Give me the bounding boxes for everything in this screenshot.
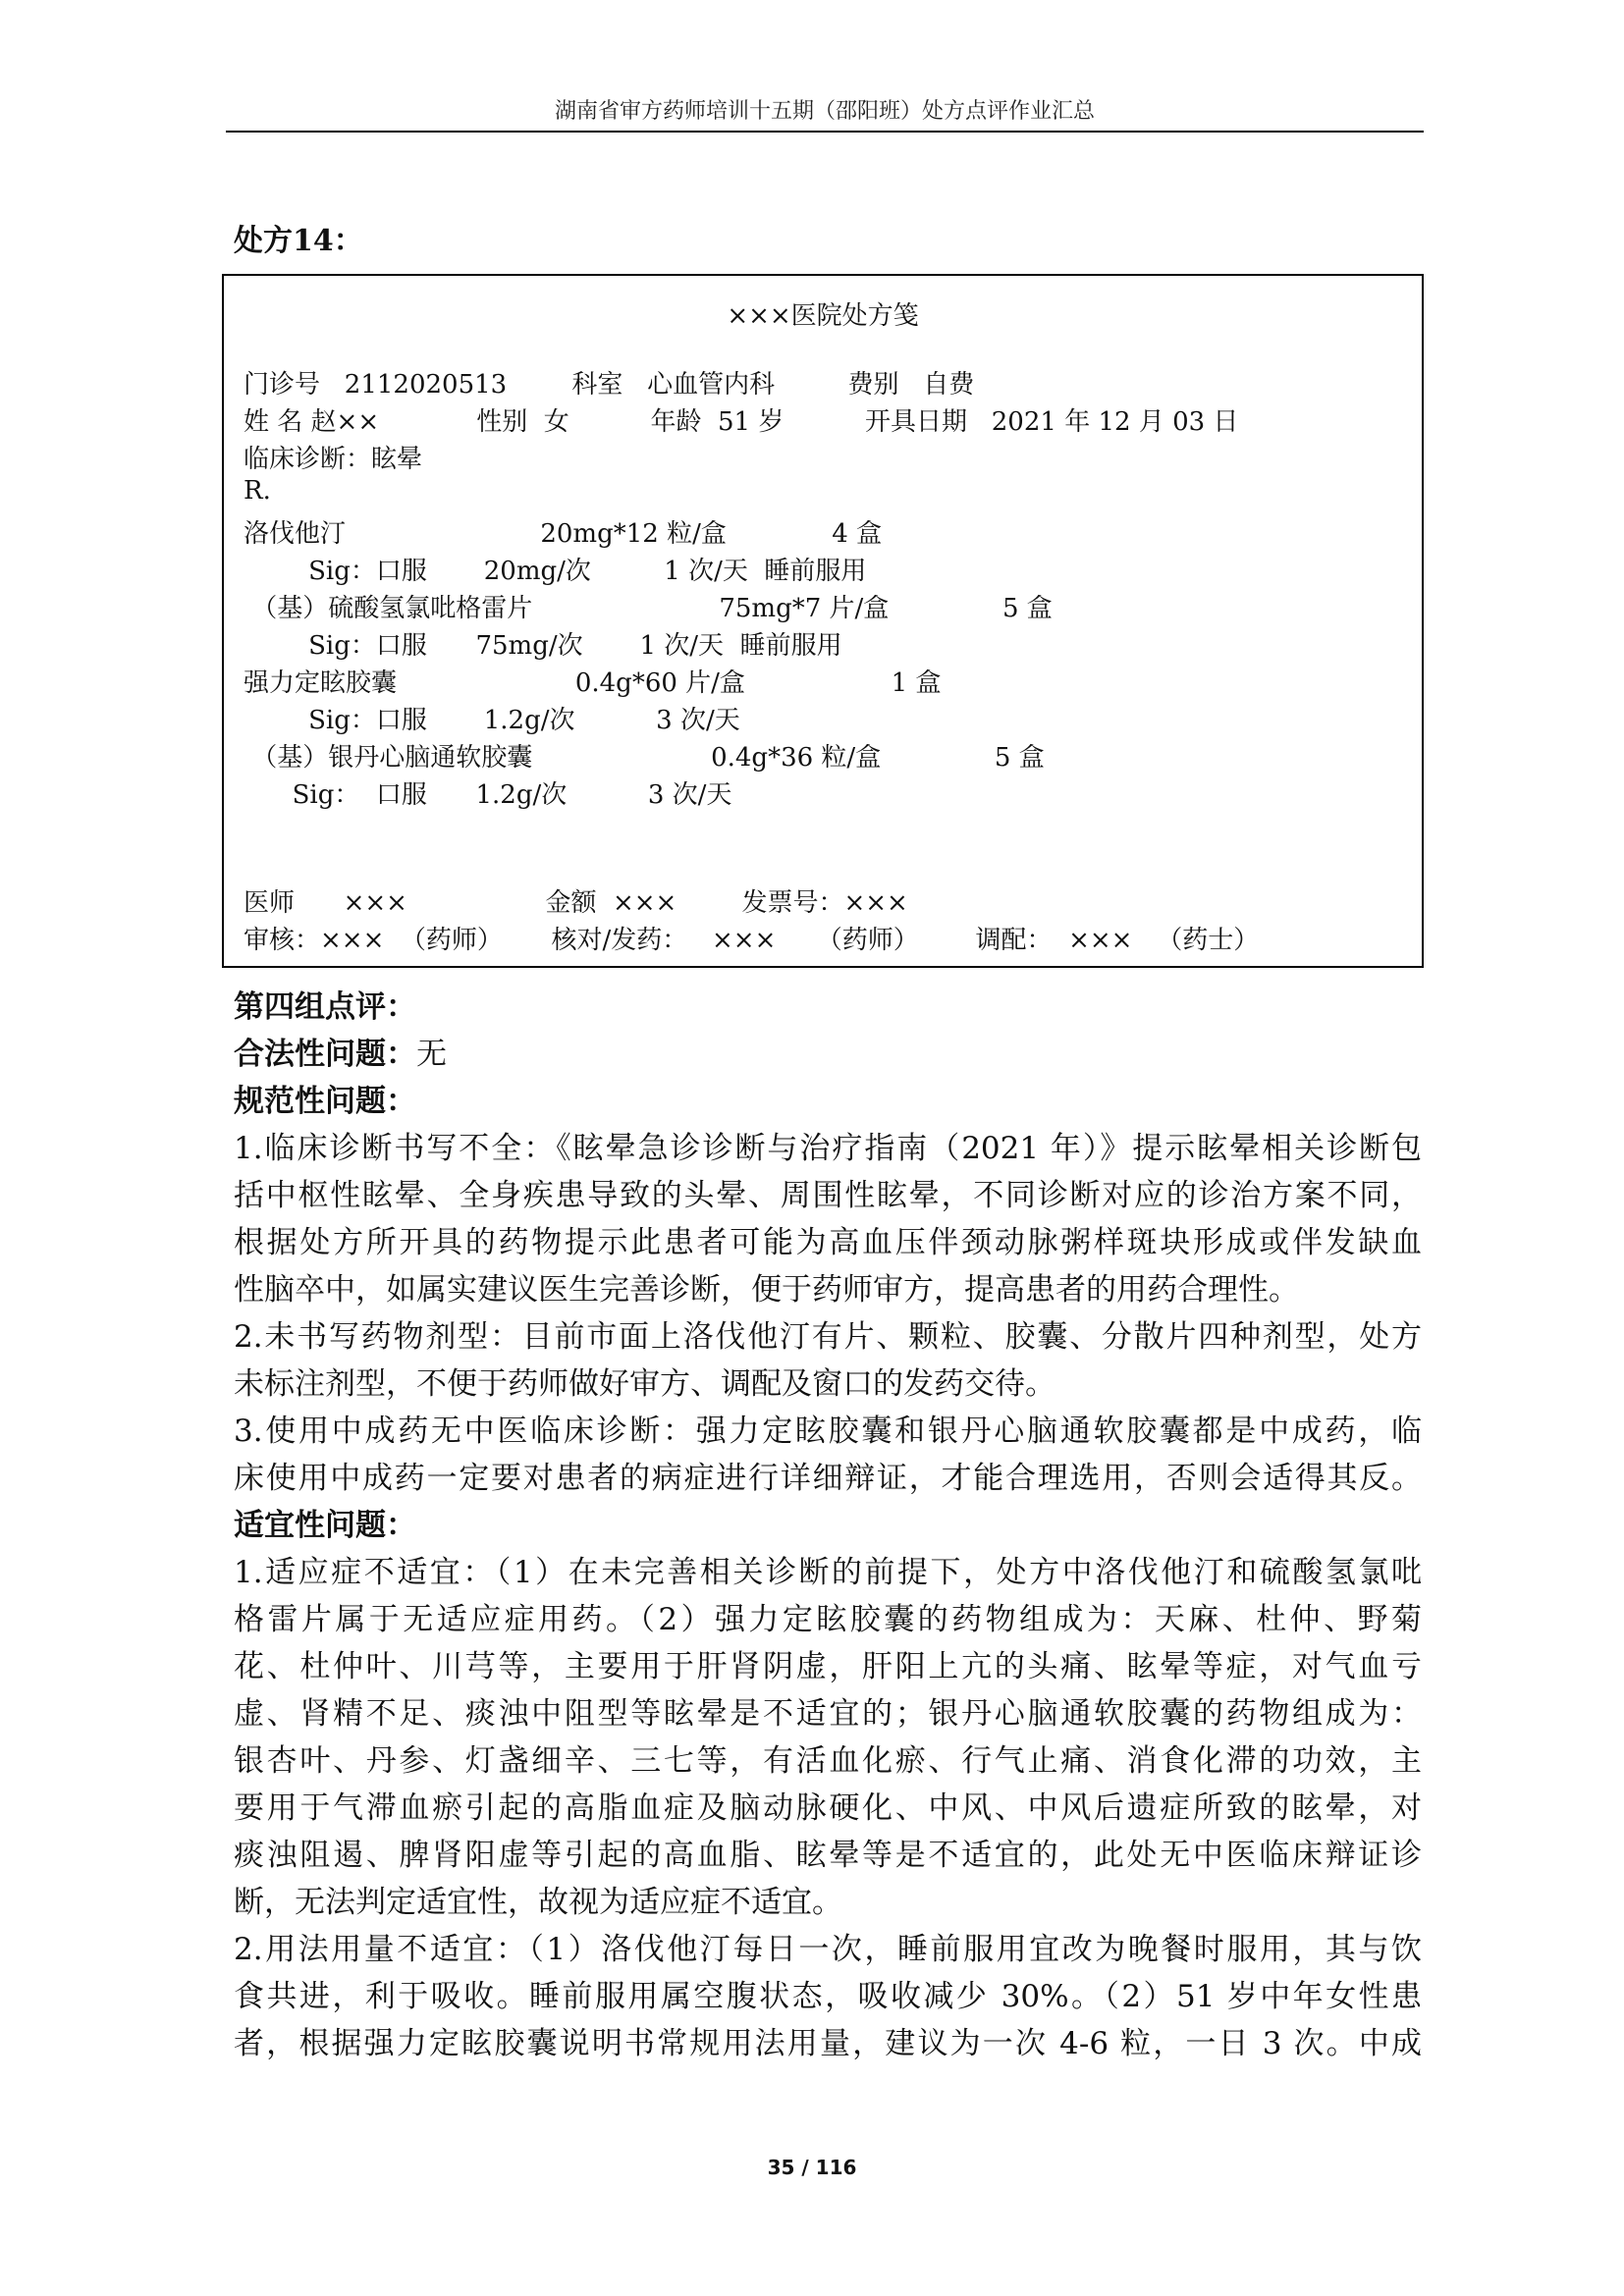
- review-text-line: 括中枢性眩晕、全身疾患导致的头晕、周围性眩晕，不同诊断对应的诊治方案不同，: [234, 1178, 1422, 1213]
- rx-line-sig: Sig： 口服 1.2g/次 3 次/天: [244, 780, 732, 810]
- running-header: 湖南省审方药师培训十五期（邵阳班）处方点评作业汇总: [554, 99, 1095, 124]
- prescription-heading: 处方14：: [234, 224, 363, 258]
- review-text-line: 要用于气滞血瘀引起的高脂血症及脑动脉硬化、中风、中风后遗症所致的眩晕，对: [234, 1790, 1422, 1826]
- page-number: 35 / 116: [767, 2156, 857, 2179]
- rx-line-signoff: 审核：××× （药师） 核对/发药： ××× （药师） 调配： ××× （药士）: [244, 926, 1260, 955]
- rx-line-physician: 医师 ××× 金额 ××× 发票号：×××: [244, 888, 908, 918]
- rx-line-drug: （基）硫酸氢氯吡格雷片 75mg*7 片/盒 5 盒: [244, 594, 1053, 623]
- rx-line-patient: 姓 名 赵×× 性别 女 年龄 51 岁 开具日期 2021 年 12 月 03 日: [244, 407, 1239, 437]
- review-suitability-heading: 适宜性问题：: [234, 1508, 416, 1543]
- review-text-line: 银杏叶、丹参、灯盏细辛、三七等，有活血化瘀、行气止痛、消食化滞的功效，主: [234, 1743, 1422, 1779]
- rx-line-drug: 强力定眩胶囊 0.4g*60 片/盒 1 盒: [244, 668, 942, 698]
- rx-line-sig: Sig：口服 1.2g/次 3 次/天: [244, 706, 740, 735]
- review-text-line: 者，根据强力定眩胶囊说明书常规用法用量，建议为一次 4-6 粒，一日 3 次。中成: [234, 2026, 1422, 2061]
- legality-value: 无: [416, 1037, 447, 1072]
- rx-line-drug: 洛伐他汀 20mg*12 粒/盒 4 盒: [244, 519, 883, 549]
- review-text-line: 1.临床诊断书写不全：《眩晕急诊诊断与治疗指南（2021 年）》提示眩晕相关诊断包: [234, 1131, 1422, 1166]
- rx-line-sig: Sig：口服 75mg/次 1 次/天 睡前服用: [244, 631, 842, 661]
- legality-label: 合法性问题：: [234, 1037, 416, 1072]
- review-text-line: 2.未书写药物剂型：目前市面上洛伐他汀有片、颗粒、胶囊、分散片四种剂型，处方: [234, 1319, 1422, 1355]
- review-section: [234, 984, 1422, 2067]
- review-text-line: 性脑卒中，如属实建议医生完善诊断，便于药师审方，提高患者的用药合理性。: [234, 1272, 1299, 1308]
- review-text-line: 未标注剂型，不便于药师做好审方、调配及窗口的发药交待。: [234, 1366, 1056, 1402]
- rx-line-drug: （基）银丹心脑通软胶囊 0.4g*36 粒/盒 5 盒: [244, 743, 1045, 773]
- prescription-box: [222, 274, 1424, 968]
- review-text-line: 痰浊阻遏、脾肾阳虚等引起的高血脂、眩晕等是不适宜的，此处无中医临床辩证诊: [234, 1838, 1422, 1873]
- review-standard-heading: 规范性问题：: [234, 1084, 416, 1119]
- review-text-line: 食共进，利于吸收。睡前服用属空腹状态，吸收减少 30%。（2）51 岁中年女性患: [234, 1979, 1422, 2014]
- header-rule: [226, 131, 1424, 133]
- review-text-line: 根据处方所开具的药物提示此患者可能为高血压伴颈动脉粥样斑块形成或伴发缺血: [234, 1225, 1422, 1260]
- review-text-line: 格雷片属于无适应症用药。（2）强力定眩胶囊的药物组成为：天麻、杜仲、野菊: [234, 1602, 1422, 1637]
- prescription-title: ×××医院处方笺: [727, 301, 919, 331]
- review-group-heading: 第四组点评：: [234, 989, 416, 1025]
- review-text-line: 虚、肾精不足、痰浊中阻型等眩晕是不适宜的；银丹心脑通软胶囊的药物组成为：: [234, 1696, 1422, 1732]
- review-text-line: 断，无法判定适宜性，故视为适应症不适宜。: [234, 1885, 842, 1920]
- review-text-line: 2.用法用量不适宜：（1）洛伐他汀每日一次，睡前服用宜改为晚餐时服用，其与饮: [234, 1932, 1422, 1967]
- rx-line-r: R.: [244, 476, 271, 506]
- rx-line-sig: Sig：口服 20mg/次 1 次/天 睡前服用: [244, 557, 867, 586]
- review-text-line: 1.适应症不适宜：（1）在未完善相关诊断的前提下，处方中洛伐他汀和硫酸氢氯吡: [234, 1555, 1422, 1590]
- rx-line-outpatient: 门诊号 2112020513 科室 心血管内科 费别 自费: [244, 370, 975, 400]
- review-text-line: 花、杜仲叶、川芎等，主要用于肝肾阴虚，肝阳上亢的头痛、眩晕等症，对气血亏: [234, 1649, 1422, 1684]
- review-text-line: 床使用中成药一定要对患者的病症进行详细辩证，才能合理选用，否则会适得其反。: [234, 1461, 1422, 1496]
- rx-line-diagnosis: 临床诊断：眩晕: [244, 445, 423, 474]
- review-legality-line: [234, 1031, 1422, 1078]
- review-text-line: 3.使用中成药无中医临床诊断：强力定眩胶囊和银丹心脑通软胶囊都是中成药，临: [234, 1414, 1422, 1449]
